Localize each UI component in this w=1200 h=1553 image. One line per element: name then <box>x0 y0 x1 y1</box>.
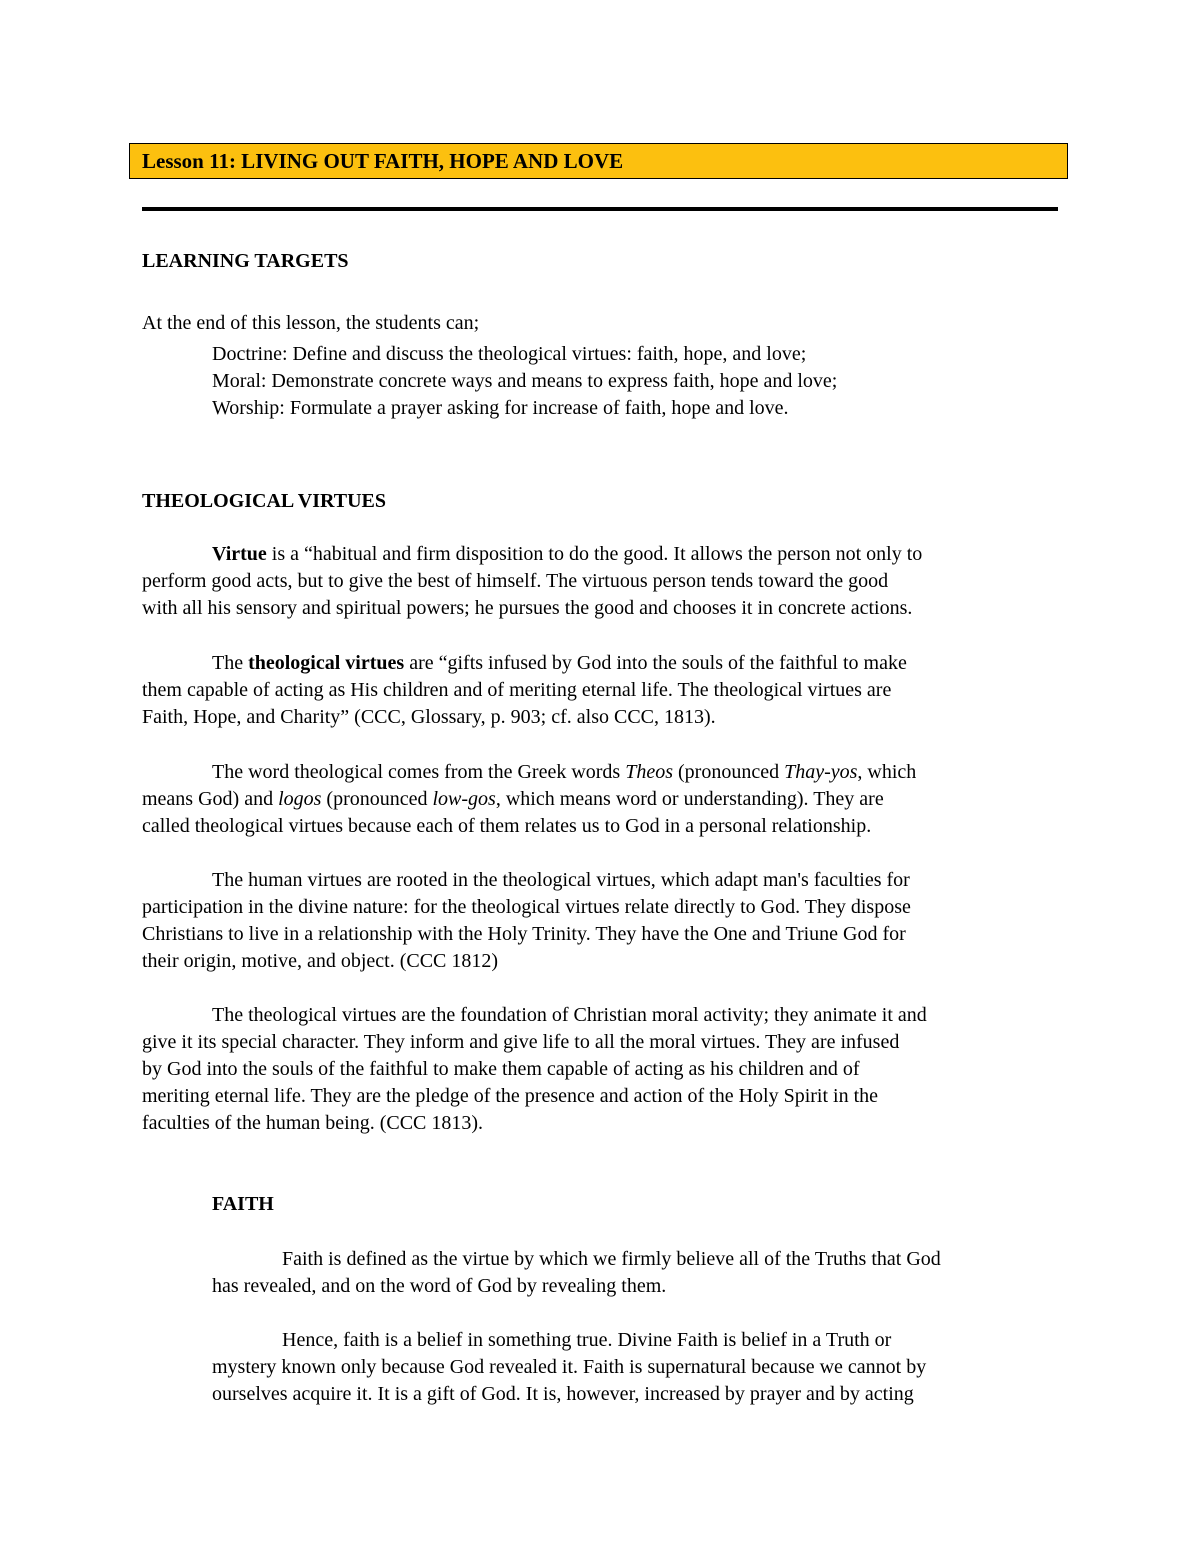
paragraph-text: The <box>212 652 249 674</box>
learning-target-moral: Moral: Demonstrate concrete ways and means to express faith, hope and love; <box>212 370 838 392</box>
paragraph-text: (pronounced <box>321 788 433 810</box>
learning-target-worship: Worship: Formulate a prayer asking for increase of faith, hope and love. <box>212 397 789 419</box>
paragraph-line: The theological virtues are the foundation of Christian moral activity; they animate it and <box>212 1004 927 1026</box>
paragraph-line: with all his sensory and spiritual powers; he pursues the good and chooses it in concrete actions. <box>142 597 913 619</box>
faith-heading: FAITH <box>212 1193 274 1215</box>
paragraph-line: The human virtues are rooted in the theological virtues, which adapt man's faculties for <box>212 869 910 891</box>
greek-word-logos: logos <box>278 788 322 810</box>
paragraph-text: , which <box>857 761 917 783</box>
paragraph-text: are “gifts infused by God into the souls of the faithful to make <box>404 652 907 674</box>
lesson-title-banner <box>129 143 1068 179</box>
theological-virtues-paragraph <box>142 650 1062 731</box>
paragraph-text: , which means word or understanding). They are <box>495 788 884 810</box>
virtue-definition-paragraph <box>142 541 1062 622</box>
paragraph-line: participation in the divine nature: for the theological virtues relate directly to God. They dispose <box>142 896 911 918</box>
learning-targets-intro: At the end of this lesson, the students can; <box>142 312 480 334</box>
title-divider <box>142 207 1058 211</box>
learning-target-doctrine: Doctrine: Define and discuss the theological virtues: faith, hope, and love; <box>212 343 807 365</box>
faith-definition-paragraph <box>212 1246 1072 1300</box>
etymology-paragraph <box>142 759 1062 840</box>
pronunciation-theos: Thay-yos <box>784 761 858 783</box>
paragraph-line: them capable of acting as His children and of meriting eternal life. The theological virtues are <box>142 679 892 701</box>
paragraph-line: Faith is defined as the virtue by which we firmly believe all of the Truths that God <box>282 1248 941 1270</box>
paragraph-line: by God into the souls of the faithful to make them capable of acting as his children and of <box>142 1058 860 1080</box>
paragraph-line: perform good acts, but to give the best of himself. The virtuous person tends toward the good <box>142 570 889 592</box>
paragraph-line: their origin, motive, and object. (CCC 1812) <box>142 950 499 972</box>
paragraph-line <box>142 650 1062 677</box>
paragraph-text: The word theological comes from the Greek words <box>212 761 626 783</box>
theological-virtues-heading: THEOLOGICAL VIRTUES <box>142 490 387 512</box>
learning-targets-heading: LEARNING TARGETS <box>142 250 349 272</box>
foundation-paragraph <box>142 1002 1062 1137</box>
paragraph-line: meriting eternal life. They are the pledge of the presence and action of the Holy Spirit in the <box>142 1085 879 1107</box>
paragraph-line: faculties of the human being. (CCC 1813). <box>142 1112 484 1134</box>
paragraph-line: has revealed, and on the word of God by revealing them. <box>212 1275 667 1297</box>
virtue-term: Virtue <box>212 543 267 565</box>
faith-belief-paragraph <box>212 1327 1072 1408</box>
lesson-title: Lesson 11: LIVING OUT FAITH, HOPE AND LOVE <box>142 149 624 173</box>
paragraph-line: mystery known only because God revealed it. Faith is supernatural because we cannot by <box>212 1356 927 1378</box>
human-virtues-paragraph <box>142 867 1062 975</box>
theological-virtues-term: theological virtues <box>248 652 405 674</box>
paragraph-text: is a “habitual and firm disposition to do the good. It allows the person not only to <box>266 543 923 565</box>
paragraph-line <box>142 786 1062 813</box>
paragraph-line: give it its special character. They inform and give life to all the moral virtues. They are infused <box>142 1031 900 1053</box>
paragraph-line: called theological virtues because each of them relates us to God in a personal relationship. <box>142 815 872 837</box>
greek-word-theos: Theos <box>625 761 673 783</box>
paragraph-line: ourselves acquire it. It is a gift of God. It is, however, increased by prayer and by acting <box>212 1383 914 1405</box>
pronunciation-logos: low-gos <box>432 788 496 810</box>
paragraph-text: (pronounced <box>673 761 785 783</box>
paragraph-line: Hence, faith is a belief in something true. Divine Faith is belief in a Truth or <box>282 1329 892 1351</box>
paragraph-text: means God) and <box>142 788 279 810</box>
paragraph-line: Christians to live in a relationship with the Holy Trinity. They have the One and Triune God for <box>142 923 906 945</box>
paragraph-line <box>142 759 1062 786</box>
paragraph-line: Faith, Hope, and Charity” (CCC, Glossary, p. 903; cf. also CCC, 1813). <box>142 706 716 728</box>
paragraph-line <box>142 541 1062 568</box>
